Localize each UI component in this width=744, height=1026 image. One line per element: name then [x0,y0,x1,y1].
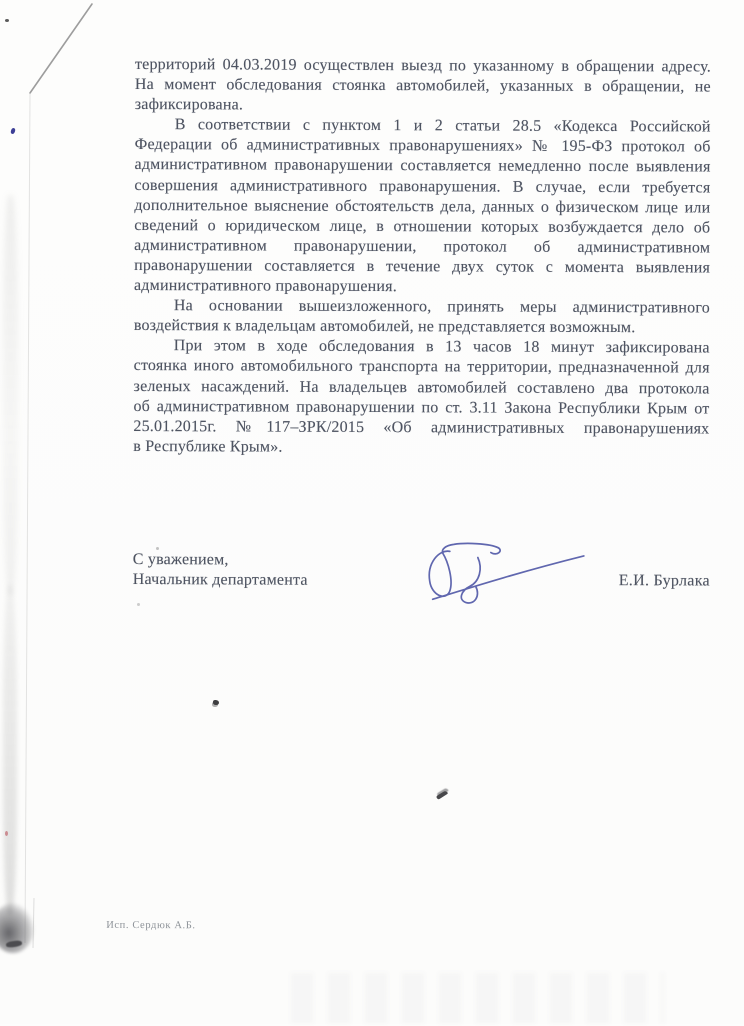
body-line: воздействия к владельцам автомобилей, не представляется возможным. [133,317,636,337]
body-line: стоянка иного автомобильного транспорта на территории, предназначенной для [133,357,710,377]
body-line: совершения административного правонарушения. В случае, если требуется [134,176,711,197]
body-line: дополнительное выяснение обстоятельств дела, данных о физическом лице или [134,196,711,217]
signer-name: Е.И. Бурлака [618,572,711,590]
body-line: 25.01.2015г. №117–ЗРК/2015 «Об административных правонарушениях [133,417,710,438]
body-line: об административном правонарушении по ст. 3.11 Закона Республики Крым от [133,397,710,418]
body-line: сведений о юридическом лице, в отношении которых возбуждается дело об [134,216,711,237]
body-line: зеленых насаждений. На владельцев автомобилей составлено два протокола [133,377,710,397]
body-line: На момент обследования стоянка автомобилей, указанных в обращении, не [134,76,711,96]
signer-position-title: Начальник департамента [132,571,308,590]
closing-block [133,550,308,591]
body-line: При этом в ходе обследования в 13 часов 18 минут зафиксирована [173,337,710,357]
body-line: В соответствии с пунктом 1 и 2 статьи 28.5 «Кодекса Российской [174,116,711,136]
executor-note: Исп. Сердюк А.Б. [106,919,196,932]
closing-salutation: С уважением, [132,550,229,569]
body-line: На основании вышеизложенного, принять меры административного [173,297,710,317]
body-line: административном правонарушении составляется немедленно после выявления [134,156,711,176]
body-line: административном правонарушении, протокол об административном [134,236,711,257]
letter-body [133,55,711,459]
body-line: зафиксирована. [134,96,244,114]
body-line: правонарушении составляется в течение двух суток с момента выявления [134,256,711,277]
body-line: Федерации об административных правонарушениях» № 195-ФЗ протокол об [134,136,711,156]
body-line: территорий 04.03.2019 осуществлен выезд по указанному в обращении адресу. [134,55,712,76]
body-line: административного правонарушения. [133,277,397,296]
body-line: в Республике Крым». [133,437,283,456]
signature-icon [406,533,601,619]
